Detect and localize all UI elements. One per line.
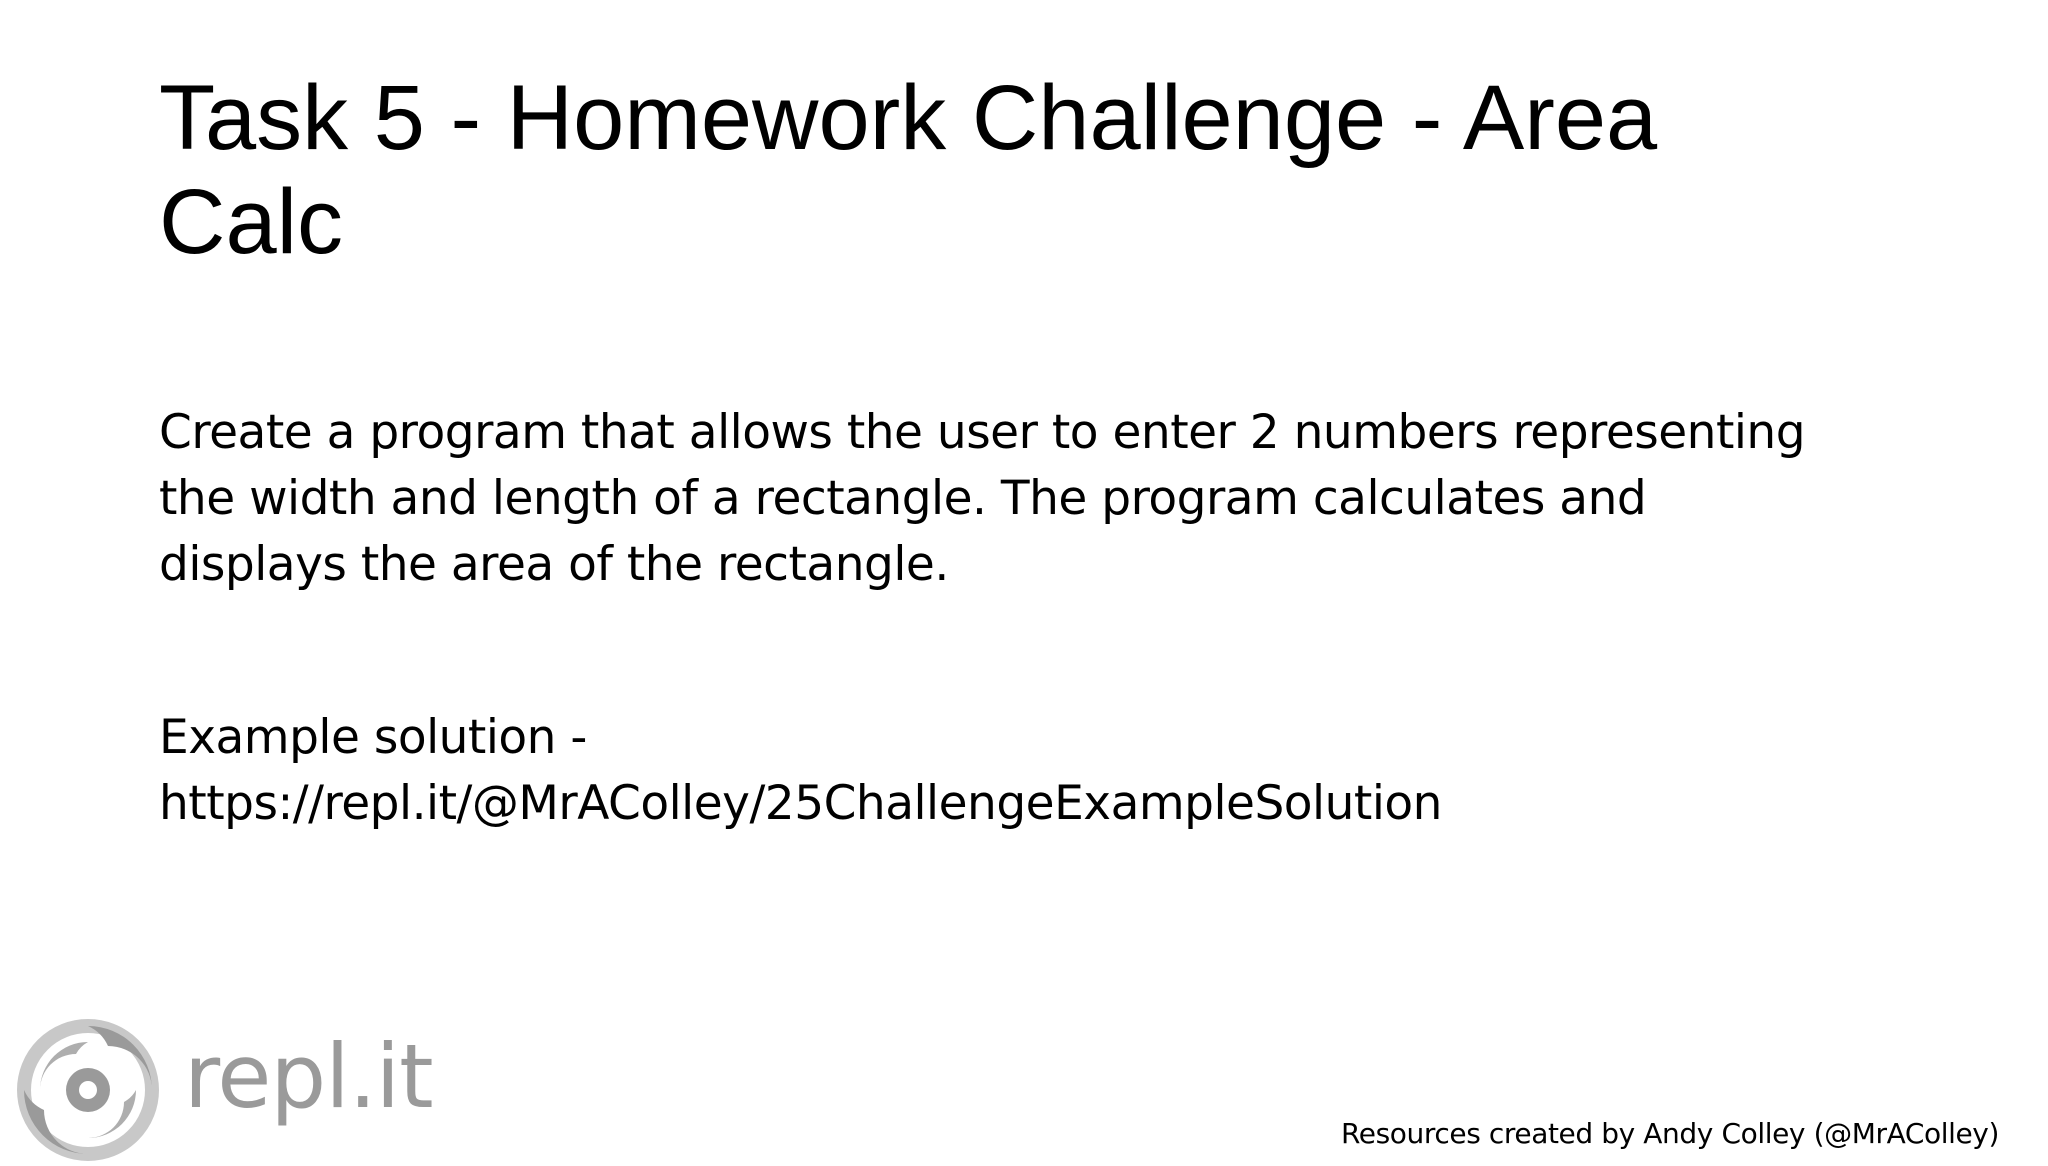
title-line-1: Task 5 - Homework Challenge - Area	[159, 67, 1658, 169]
slide-title	[159, 66, 1859, 274]
replit-logo	[16, 1018, 433, 1166]
description-line-3: displays the area of the rectangle.	[159, 537, 949, 592]
example-solution-link[interactable]: https://repl.it/@MrAColley/25ChallengeExampleSolution	[159, 776, 1442, 831]
replit-wordmark: repl.it	[184, 1025, 433, 1128]
task-description	[159, 400, 1939, 598]
description-line-2: the width and length of a rectangle. The program calculates and	[159, 471, 1647, 526]
example-solution	[159, 705, 1939, 837]
example-solution-label: Example solution -	[159, 710, 587, 765]
replit-swirl-icon	[16, 1018, 160, 1162]
title-line-2: Calc	[159, 171, 344, 273]
credit-text: Resources created by Andy Colley (@MrAColley)	[1341, 1117, 1999, 1150]
description-line-1: Create a program that allows the user to enter 2 numbers representing	[159, 405, 1806, 460]
